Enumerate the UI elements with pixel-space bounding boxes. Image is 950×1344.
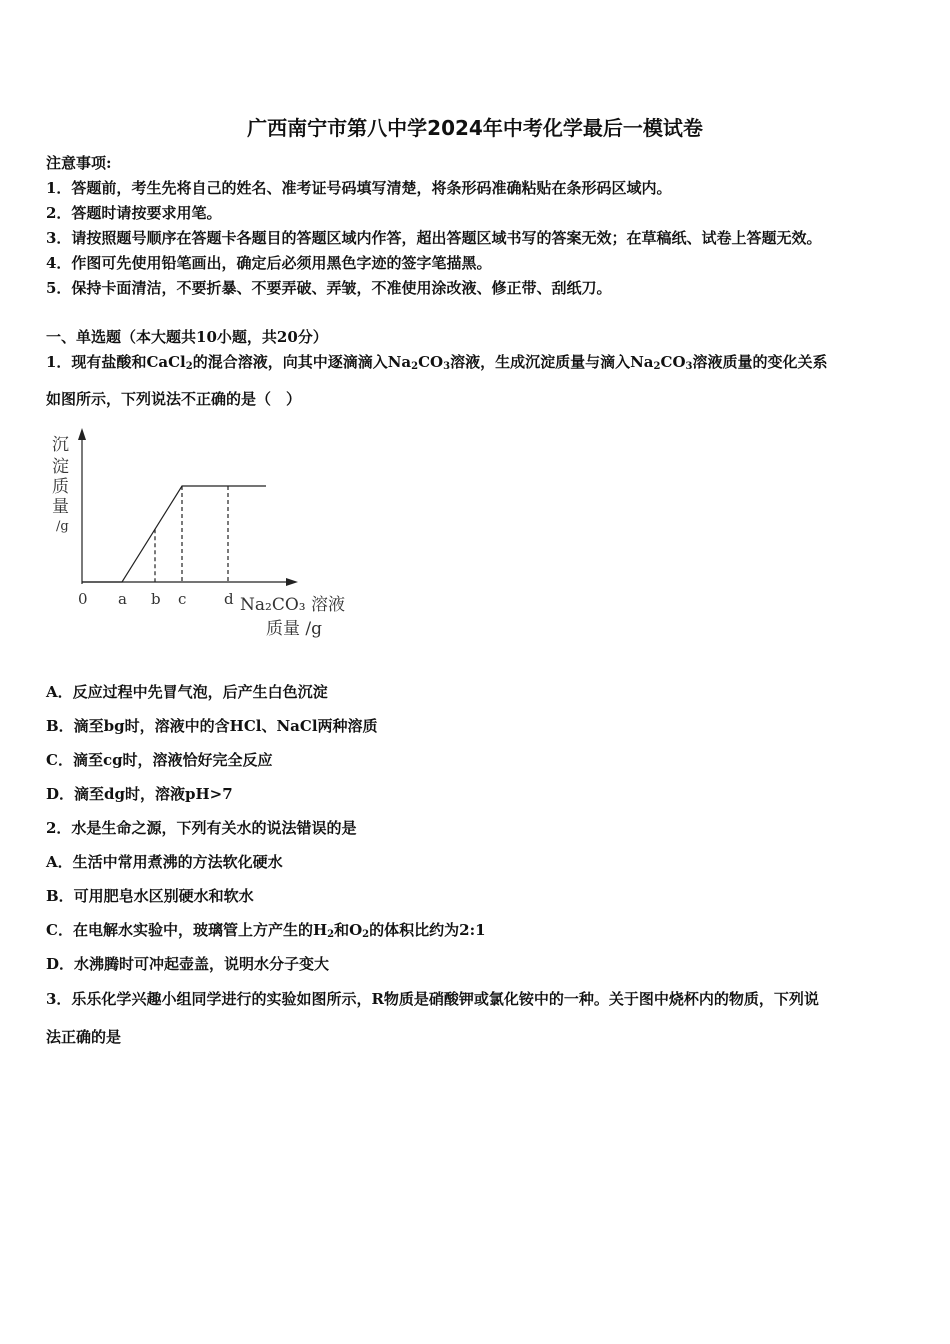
section-heading: 一、单选题（本大题共10小题，共20分） — [46, 328, 328, 346]
q1-option-a: A．反应过程中先冒气泡，后产生白色沉淀 — [46, 683, 328, 701]
y-axis-arrow — [78, 428, 86, 440]
notice-item-1: 1．答题前，考生先将自己的姓名、准考证号码填写清楚，将条形码准确粘贴在条形码区域内。 — [46, 179, 672, 197]
q1-option-d: D．滴至dg时，溶液pH>7 — [46, 785, 233, 803]
notice-item-4: 4．作图可先使用铅笔画出，确定后必须用黑色字迹的签字笔描黑。 — [46, 254, 492, 272]
x-tick-c: c — [178, 590, 187, 608]
precipitate-chart — [40, 422, 370, 647]
q2-option-a: A．生活中常用煮沸的方法软化硬水 — [46, 853, 283, 871]
notice-heading: 注意事项: — [46, 154, 112, 172]
q1-stem: 1．现有盐酸和CaCl$_2$的混合溶液，向其中逐滴滴入$Na_2CO_3$溶液，生成沉淀质量与滴入$Na_2CO_3$溶液质量的变化关系 — [46, 353, 828, 372]
q2-option-b: B．可用肥皂水区别硬水和软水 — [46, 887, 254, 905]
y-axis-label-char: 淀 — [52, 457, 69, 477]
q1-option-b: B．滴至bg时，溶液中的含HCl、NaCl两种溶质 — [46, 717, 378, 735]
x-axis-label: Na₂CO₃ 溶液 — [240, 595, 345, 615]
notice-item-2: 2．答题时请按要求用笔。 — [46, 204, 222, 222]
y-axis-label-char: 沉 — [52, 435, 69, 455]
x-tick-a: a — [118, 590, 127, 608]
q3-stem-line2: 法正确的是 — [46, 1028, 122, 1046]
notice-item-3: 3．请按照题号顺序在答题卡各题目的答题区域内作答，超出答题区域书写的答案无效；在草稿纸、试卷上答题无效。 — [46, 229, 822, 247]
x-axis-label-2: 质量 /g — [266, 619, 323, 639]
x-axis-arrow — [286, 578, 298, 586]
q2-option-c: C．在电解水实验中，玻璃管上方产生的$H_2$和$O_2$的体积比约为2:1 — [46, 921, 486, 940]
y-axis-label-char: /g — [56, 519, 69, 534]
y-axis-label-char: 质 — [52, 477, 69, 497]
y-axis-label-char: 量 — [52, 497, 69, 517]
q1-option-c: C．滴至cg时，溶液恰好完全反应 — [46, 751, 273, 769]
q2-option-d: D．水沸腾时可冲起壶盖，说明水分子变大 — [46, 955, 330, 973]
q3-stem: 3．乐乐化学兴趣小组同学进行的实验如图所示，R物质是硝酸钾或氯化铵中的一种。关于图中烧杯内的物质，下列说 — [46, 990, 819, 1008]
precipitate-curve — [82, 486, 266, 582]
x-tick-d: d — [224, 590, 234, 608]
x-tick-b: b — [151, 590, 161, 608]
q1-stem-line2: 如图所示，下列说法不正确的是（ ） — [46, 390, 302, 408]
q2-stem: 2．水是生命之源，下列有关水的说法错误的是 — [46, 819, 357, 837]
x-tick-0: 0 — [78, 590, 88, 608]
page-title: 广西南宁市第八中学2024年中考化学最后一模试卷 — [247, 116, 703, 140]
notice-item-5: 5．保持卡面清洁，不要折暴、不要弄破、弄皱，不准使用涂改液、修正带、刮纸刀。 — [46, 279, 612, 297]
